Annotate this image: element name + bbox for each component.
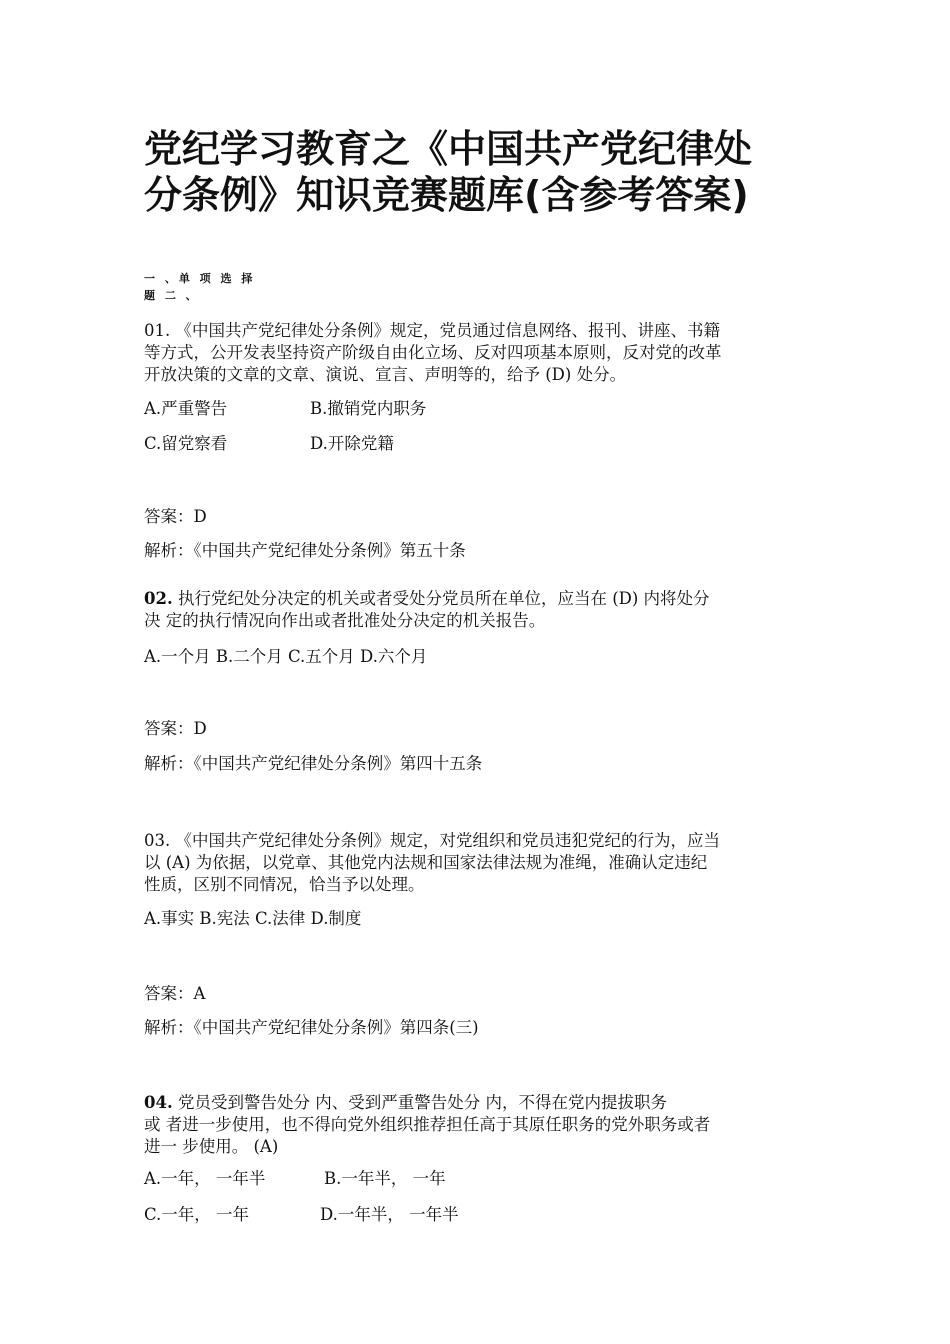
question-1-answer: 答案：D bbox=[144, 507, 207, 526]
document-title bbox=[144, 126, 844, 218]
option-d: D.一年半， 一年半 bbox=[320, 1205, 459, 1224]
option-a: A.一年， 一年半 bbox=[144, 1169, 266, 1188]
question-3-answer: 答案：A bbox=[144, 984, 206, 1003]
section-heading-line-1: 一 、单 项 选 择 bbox=[144, 272, 256, 285]
question-3-analysis: 解析：《中国共产党纪律处分条例》第四条(三) bbox=[144, 1018, 479, 1037]
question-1-analysis: 解析：《中国共产党纪律处分条例》第五十条 bbox=[144, 541, 466, 560]
question-stem-line: 04. 党员受到警告处分 内、受到严重警告处分 内，不得在党内提拔职务 bbox=[144, 1093, 667, 1112]
question-2-stem bbox=[144, 588, 814, 632]
question-4-options-row-1 bbox=[144, 1168, 814, 1190]
question-stem-line: 进一 步使用。 (A) bbox=[144, 1137, 279, 1156]
question-4-number: 04. bbox=[144, 1093, 173, 1112]
section-heading-line-2: 题 二 、 bbox=[144, 289, 200, 302]
question-4-options-row-2 bbox=[144, 1204, 814, 1226]
question-stem-line: 01. 《中国共产党纪律处分条例》规定，党员通过信息网络、报刊、讲座、书籍 bbox=[144, 321, 720, 340]
question-stem-line: 性质，区别不同情况，恰当予以处理。 bbox=[144, 875, 425, 894]
section-heading bbox=[144, 270, 255, 304]
option-a: A.严重警告 bbox=[144, 399, 228, 418]
question-3-stem bbox=[144, 830, 814, 896]
question-stem-line: 以 (A) 为依据，以党章、其他党内法规和国家法律法规为准绳，准确认定违纪 bbox=[144, 853, 708, 872]
question-4-stem bbox=[144, 1092, 814, 1158]
question-stem-line: 等方式，公开发表坚持资产阶级自由化立场、反对四项基本原则，反对党的改革 bbox=[144, 343, 722, 362]
option-b: B.一年半， 一年 bbox=[324, 1169, 446, 1188]
question-2-options: A.一个月 B.二个月 C.五个月 D.六个月 bbox=[144, 647, 428, 666]
question-stem-line: 或 者进一步使用，也不得向党外组织推荐担任高于其原任职务的党外职务或者 bbox=[144, 1115, 711, 1134]
question-3-options: A.事实 B.宪法 C.法律 D.制度 bbox=[144, 909, 362, 928]
question-1-stem bbox=[144, 320, 814, 386]
question-stem-line: 决 定的执行情况向作出或者批准处分决定的机关报告。 bbox=[144, 611, 546, 630]
option-d: D.开除党籍 bbox=[310, 434, 394, 453]
question-2-answer: 答案：D bbox=[144, 719, 207, 738]
question-1-options-row-1 bbox=[144, 398, 814, 420]
question-stem-line: 03. 《中国共产党纪律处分条例》规定，对党组织和党员违犯党纪的行为，应当 bbox=[144, 831, 720, 850]
option-c: C.留党察看 bbox=[144, 434, 228, 453]
question-2-analysis: 解析：《中国共产党纪律处分条例》第四十五条 bbox=[144, 754, 483, 773]
option-c: C.一年， 一年 bbox=[144, 1205, 250, 1224]
question-1-options-row-2 bbox=[144, 433, 814, 455]
title-line-2: 分条例》知识竞赛题库(含参考答案) bbox=[144, 173, 749, 217]
question-stem-line: 开放决策的文章的文章、演说、宣言、声明等的，给予 (D) 处分。 bbox=[144, 365, 627, 384]
question-2-number: 02. bbox=[144, 589, 173, 608]
question-stem-line: 02. 执行党纪处分决定的机关或者受处分党员所在单位，应当在 (D) 内将处分 bbox=[144, 589, 710, 608]
title-line-1: 党纪学习教育之《中国共产党纪律处 bbox=[144, 127, 753, 171]
option-b: B.撤销党内职务 bbox=[310, 399, 427, 418]
